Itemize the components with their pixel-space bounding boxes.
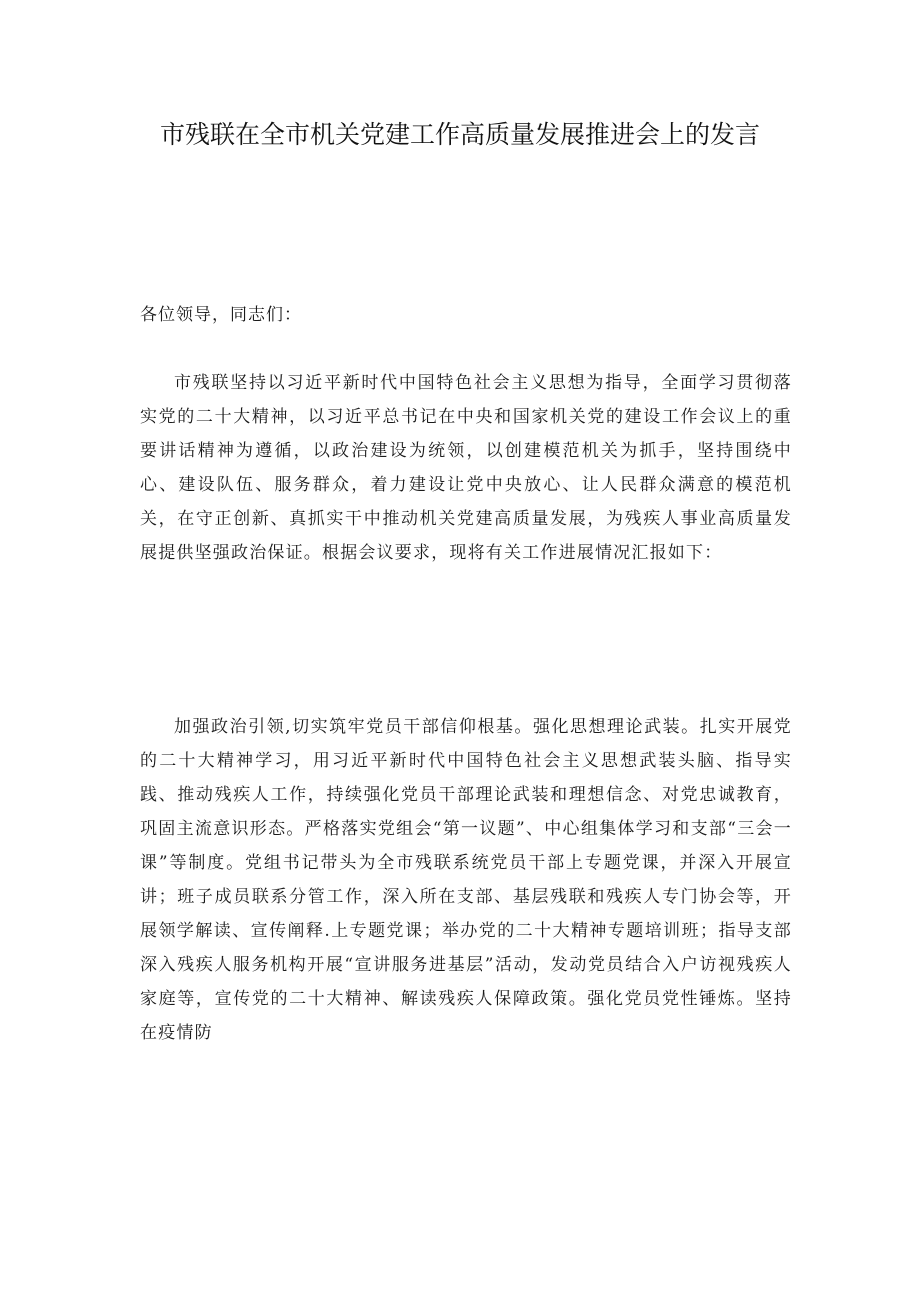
greeting-line: 各位领导，同志们： (140, 305, 302, 325)
paragraph-political-guidance: 加强政治引领,切实筑牢党员干部信仰根基。强化思想理论武装。扎实开展党的二十大精神学习，用习近平新时代中国特色社会主义思想武装头脑、指导实践、推动残疾人工作，持续强化党员干部理论武装和理想信念、对党忠诚教育，巩固主流意识形态。严格落实党组会“第一议题”、中心组集体学习和支部“三会一课”等制度。党组书记带头为全市残联系统党员干部上专题党课，并深入开展宣讲；班子成员联系分管工作，深入所在支部、基层残联和残疾人专门协会等，开展领学解读、宣传阐释.上专题党课；举办党的二十大精神专题培训班；指导支部深入残疾人服务机构开展“宣讲服务进基层”活动，发动党员结合入户访视残疾人家庭等，宣传党的二十大精神、解读残疾人保障政策。强化党员党性锤炼。坚持在疫情防 (140, 717, 792, 1043)
document-title: 市残联在全市机关党建工作高质量发展推进会上的发言 (159, 120, 760, 149)
paragraph-intro: 市残联坚持以习近平新时代中国特色社会主义思想为指导，全面学习贯彻落实党的二十大精神，以习近平总书记在中央和国家机关党的建设工作会议上的重要讲话精神为遵循，以政治建设为统领，以创建模范机关为抓手，坚持围绕中心、建设队伍、服务群众，着力建设让党中央放心、让人民群众满意的模范机关，在守正创新、真抓实干中推动机关党建高质量发展，为残疾人事业高质量发展提供坚强政治保证。根据会议要求，现将有关工作进展情况汇报如下： (140, 373, 792, 563)
